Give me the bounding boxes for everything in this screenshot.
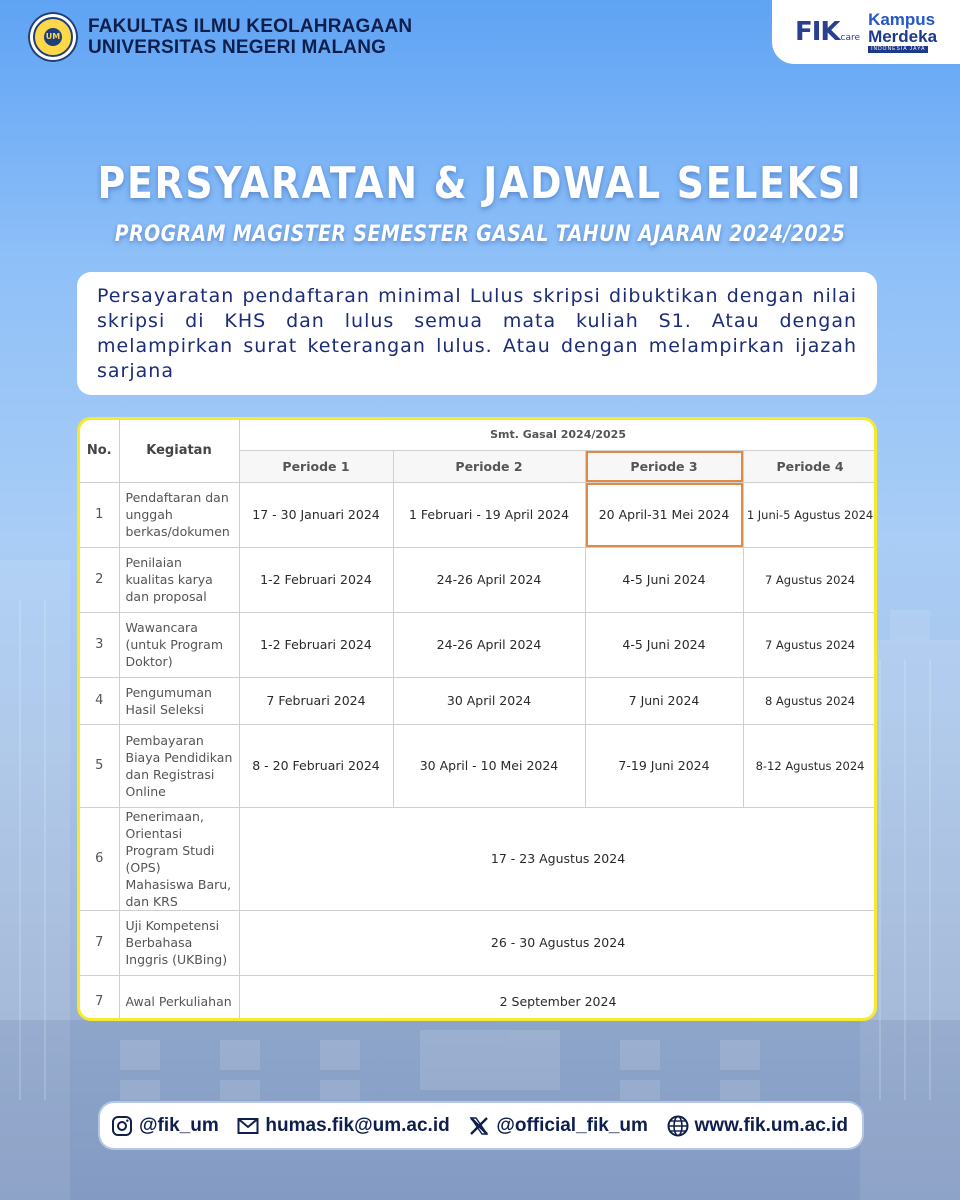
page-subtitle: PROGRAM MAGISTER SEMESTER GASAL TAHUN AJARAN 2024/2025: [114, 222, 846, 247]
row-date-period-2: 24-26 April 2024: [393, 547, 585, 612]
email-contact[interactable]: [236, 1114, 449, 1138]
row-activity: Uji Kompetensi Berbahasa Inggris (UKBing): [119, 910, 239, 975]
table-row: [80, 724, 877, 807]
row-date-period-2: 1 Februari - 19 April 2024: [393, 482, 585, 547]
row-number: 5: [80, 724, 119, 807]
faculty-header: [28, 12, 412, 62]
faculty-name-line2: UNIVERSITAS NEGERI MALANG: [88, 37, 387, 58]
row-date-period-1: 17 - 30 Januari 2024: [239, 482, 393, 547]
mail-icon: [236, 1114, 260, 1138]
row-number: 4: [80, 677, 119, 724]
row-date-period-2: 24-26 April 2024: [393, 612, 585, 677]
requirement-box: [77, 272, 877, 395]
row-date-period-2: 30 April - 10 Mei 2024: [393, 724, 585, 807]
instagram-contact[interactable]: [110, 1114, 219, 1138]
fik-logo-text: FIK: [794, 17, 840, 47]
row-date-period-3: 7 Juni 2024: [585, 677, 743, 724]
fik-care-logo: [795, 19, 860, 45]
x-logo-icon: [467, 1114, 491, 1138]
row-date-period-3: 4-5 Juni 2024: [585, 547, 743, 612]
row-date-merged: 2 September 2024: [239, 975, 877, 1021]
kampus-merdeka-logo: [868, 11, 937, 53]
row-number: 6: [80, 807, 119, 910]
row-number: 7: [80, 910, 119, 975]
kampus-merdeka-line1: Kampus: [868, 10, 936, 29]
schedule-table: [80, 420, 877, 1021]
row-number: 1: [80, 482, 119, 547]
row-number: 3: [80, 612, 119, 677]
table-row: [80, 975, 877, 1021]
kampus-merdeka-line2: Merdeka: [868, 27, 938, 46]
table-row: [80, 910, 877, 975]
care-logo-text: care: [840, 33, 861, 43]
table-header-row: [80, 420, 877, 450]
period-header-1: Periode 1: [239, 450, 393, 482]
row-activity: Penerimaan, Orientasi Program Studi (OPS) Mahasiswa Baru, dan KRS: [119, 807, 239, 910]
contact-footer: [100, 1103, 862, 1148]
row-activity: Penilaian kualitas karya dan proposal: [119, 547, 239, 612]
row-date-period-2: 30 April 2024: [393, 677, 585, 724]
row-date-merged: 26 - 30 Agustus 2024: [239, 910, 877, 975]
table-row: [80, 612, 877, 677]
university-logo-icon: [28, 12, 78, 62]
table-row: [80, 807, 877, 910]
instagram-icon: [110, 1114, 134, 1138]
table-row: [80, 482, 877, 547]
period-header-4: Periode 4: [743, 450, 877, 482]
period-header-3: Periode 3: [585, 450, 743, 482]
row-number: 7: [80, 975, 119, 1021]
row-activity: Pembayaran Biaya Pendidikan dan Registrasi Online: [119, 724, 239, 807]
faculty-name: [88, 16, 412, 58]
website-contact[interactable]: [666, 1114, 848, 1138]
requirement-text: Persayaratan pendaftaran minimal Lulus skripsi dibuktikan dengan nilai skripsi di KHS dan lulus semua mata kuliah S1. Atau dengan melampirkan surat keterangan lulus. Atau dengan melampirkan ijazah sarjana: [97, 285, 857, 382]
row-date-period-3: 7-19 Juni 2024: [585, 724, 743, 807]
row-date-period-1: 1-2 Februari 2024: [239, 612, 393, 677]
column-header-kegiatan: Kegiatan: [119, 420, 239, 482]
row-activity: Pengumuman Hasil Seleksi: [119, 677, 239, 724]
row-date-period-1: 8 - 20 Februari 2024: [239, 724, 393, 807]
globe-icon: [666, 1114, 690, 1138]
website-url: www.fik.um.ac.id: [694, 1114, 848, 1136]
row-date-period-4: 7 Agustus 2024: [743, 547, 877, 612]
x-handle: @official_fik_um: [496, 1114, 648, 1136]
row-activity: Pendaftaran dan unggah berkas/dokumen: [119, 482, 239, 547]
instagram-handle: @fik_um: [139, 1114, 219, 1136]
row-date-period-4: 8 Agustus 2024: [743, 677, 877, 724]
period-header-2: Periode 2: [393, 450, 585, 482]
row-date-period-3: 4-5 Juni 2024: [585, 612, 743, 677]
row-number: 2: [80, 547, 119, 612]
row-date-period-1: 7 Februari 2024: [239, 677, 393, 724]
row-date-period-1: 1-2 Februari 2024: [239, 547, 393, 612]
email-address: humas.fik@um.ac.id: [265, 1114, 450, 1136]
faculty-name-line1: FAKULTAS ILMU KEOLAHRAGAAN: [88, 16, 413, 37]
page-title: PERSYARATAN & JADWAL SELEKSI: [97, 158, 863, 209]
table-row: [80, 677, 877, 724]
row-date-period-3-highlighted: 20 April-31 Mei 2024: [585, 482, 743, 547]
row-activity: Wawancara (untuk Program Doktor): [119, 612, 239, 677]
table-row: [80, 547, 877, 612]
row-date-period-4: 8-12 Agustus 2024: [743, 724, 877, 807]
university-logo-text: UM: [44, 28, 62, 46]
brand-logos: [772, 0, 960, 64]
row-activity: Awal Perkuliahan: [119, 975, 239, 1021]
row-date-merged: 17 - 23 Agustus 2024: [239, 807, 877, 910]
kampus-merdeka-tagline: INDONESIA JAYA: [868, 46, 928, 53]
row-date-period-4: 7 Agustus 2024: [743, 612, 877, 677]
semester-header: Smt. Gasal 2024/2025: [239, 420, 877, 450]
x-contact[interactable]: [467, 1114, 648, 1138]
row-date-period-4: 1 Juni-5 Agustus 2024: [743, 482, 877, 547]
schedule-table-card: [77, 417, 877, 1021]
column-header-no: No.: [80, 420, 119, 482]
